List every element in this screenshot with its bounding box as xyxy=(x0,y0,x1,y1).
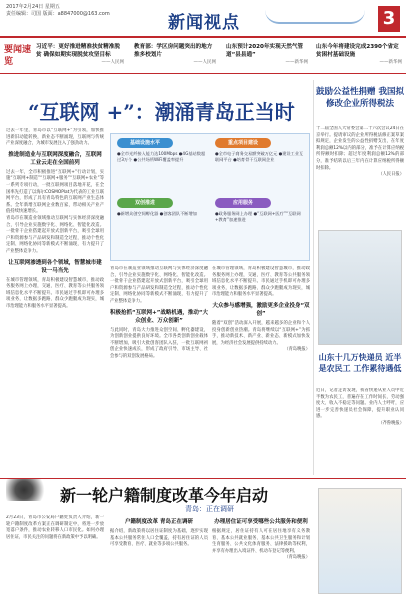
article-lead: 过去一年里，青岛市以“互联网+”为引领，加快推进新旧动能转换，新业态不断涌现，互联网与传统产业深度融合，为城市发展注入了强劲动力。 xyxy=(6,128,104,147)
article-paragraph: 青岛市在制造业领域推动互联网与实体经济深度融合，引导企业实施数字化、网络化、智能化改造。一批骨干企业搭建起开放式创新平台，吸引全球用户和资源参与产品研发和制造全过程，推动个性化定制、网络化协同等新模式不断涌现，有力提升了产业整体竞争力。 xyxy=(110,266,208,304)
brief-item[interactable] xyxy=(316,43,402,67)
ink-brush-decoration xyxy=(6,479,51,501)
sidebar-credit: （齐鲁晚报） xyxy=(378,420,404,426)
article-paragraph: 青岛市在制造业领域推动互联网与实体经济深度融合，引导企业实施数字化、网络化、智能化改造。一批骨干企业搭建起开放式创新平台，吸引全球用户和资源参与产品研发和制造全过程，推动个性化定制、网络化协同等新模式不断涌现，有力提升了产业整体竞争力。 xyxy=(6,215,104,254)
page-header xyxy=(0,0,406,38)
page-number: 3 xyxy=(378,6,400,32)
infographic-text: ●全市光纤接入能力达100Mbps ●4G基站数超过3万个 ●公共场所WiFi覆盖率提升 xyxy=(117,151,206,163)
header-wave-decoration xyxy=(265,10,365,24)
brief-source: ——新华网 xyxy=(285,60,308,65)
section-divider xyxy=(0,478,406,479)
article-paragraph: 随着“双创”活动深入开展，越来越多的企业和个人投身创新创业热潮。青岛将继续以“互联网+”为抓手，推动新技术、新产业、新业态、新模式加快发展，为经济社会发展提供持续动力。 xyxy=(212,320,310,346)
sidebar-column-1 xyxy=(316,126,404,226)
brief-title: 山东今年将建设完成2390个省定贫困村基础设施 xyxy=(316,44,399,58)
sidebar-paragraph: 十二届全国人大常委会第二十六次会议24日在京举行。提请审议的企业所得税法修正案草案拟规定，企业发生的公益性捐赠支出，在年度利润总额12%以内的部分，准予在计算应纳税所得额时扣除；超过年度利润总额12%的部分，准予结转以后三年内在计算应纳税所得额时扣除。 xyxy=(316,126,404,171)
infographic-text: ●政务服务网上办理 ●“互联网+医疗”“互联网+教育”加速推进 xyxy=(215,211,301,223)
article-credit: （青岛晚报） xyxy=(284,555,310,561)
article-paragraph: 与此同时，青岛大力推进众创空间、孵化器建设，为创新创业提供良好环境。全市各类创新创业载体不断增加，吸引大批创客团队入驻，一批互联网初创企业快速成长，形成了政府引导、市场主导、社会参与的双创发展格局。 xyxy=(110,327,208,359)
news-briefs xyxy=(0,40,406,74)
courier-photo xyxy=(318,230,402,345)
header-meta xyxy=(6,4,156,18)
brief-title: 教育部：学区房问题突出的地方推多校划片 xyxy=(134,44,213,58)
article-subhead: 推进制造业与互联网深度融合，互联网工业云走在全国前列 xyxy=(8,151,102,166)
infographic-tag: 基础设施水平 xyxy=(117,138,173,148)
bottom-article-subtitle: 青岛：正在调研 xyxy=(185,505,234,513)
infographic xyxy=(110,133,310,261)
infographic-tag: 重点项目建设 xyxy=(215,138,271,148)
bottom-article-column-3 xyxy=(212,515,310,597)
article-paragraph: 据介绍，新政策将以居住证制度为基础，逐步实现基本公共服务常住人口全覆盖，持有居住证的人员可享受教育、医疗、就业等多项公共服务。 xyxy=(110,529,208,548)
bottom-article-column-2 xyxy=(110,515,208,597)
section-title: 新闻视点 xyxy=(168,13,240,33)
sidebar-headline-1: 鼓励公益性捐赠 我国拟修改企业所得税法 xyxy=(316,87,404,109)
article-paragraph: 2月23日，青岛市公安局户籍处负责人介绍，新一轮户籍制度改革方案正在调研制定中，将进一步放宽落户条件，推动农业转移人口市民化。如何办理居住证，市民关注的问题将在新政策中予以明确。 xyxy=(6,515,104,540)
article-paragraph: 根据规定，居住证持有人可在居住地享有义务教育、基本公共就业服务、基本公共卫生服务和计划生育服务、公共文化体育服务、法律援助等权利，并享有办理出入境证件、机动车登记等便利。 xyxy=(212,529,310,554)
infographic-tag: 应用服务 xyxy=(215,198,271,208)
brief-title: 习近平：更好推进精准扶贫精准脱贫 确保如期实现脱贫攻坚目标 xyxy=(36,44,120,58)
infographic-text: ●全市电子商务交易额突破万亿元 ●建设工业互联网平台 ●培育骨干互联网企业 xyxy=(215,151,304,163)
main-article-column-2 xyxy=(110,266,208,478)
delivery-illustration xyxy=(318,488,402,594)
brief-source: ——人民网 xyxy=(193,60,216,65)
sidebar-credit: （人民日报） xyxy=(378,172,404,178)
brief-source: ——人民网 xyxy=(101,60,124,65)
article-credit: （青岛晚报） xyxy=(284,347,310,353)
article-subhead: 大众参与感增强，激励更多企业投身“双创” xyxy=(212,302,310,317)
bottom-article-column-1 xyxy=(6,515,104,597)
brief-item[interactable] xyxy=(36,43,124,67)
article-paragraph: 过去一年，全市积极推进“互联网+”行动计划，实施“互联网+制造”“互联网+服务”“互联网+农业”等一系列专项行动，一批互联网项目落地开花，在全国率先打造了以海尔COSMOPlat为代表的工业互联网平台，形成了具有青岛特色的互联网产业生态体系。全年新增互联网企业数百家，带动相关产业产值持续快速增长。 xyxy=(6,169,104,215)
article-subhead: 户籍制度改革 青岛正在调研 xyxy=(125,519,193,525)
infographic-tag: 双创推进 xyxy=(117,198,173,208)
sidebar-headline-2: 山东十几万快递员 近半是农民工 工作累待遇低 xyxy=(318,352,402,373)
header-date: 2017年2月24日 星期五 xyxy=(6,4,60,10)
brief-item[interactable] xyxy=(226,43,308,67)
brief-item[interactable] xyxy=(134,43,216,67)
bottom-article-title: 新一轮户籍制度改革今年启动 xyxy=(60,486,269,505)
article-paragraph: 在城市管理领域，青岛积极建设智慧城市，推动政务服务网上办理，交通、医疗、教育等公共服务领域信息化水平不断提升。市民通过手机即可办理多项业务，让数据多跑路、群众少跑腿成为现实，城市治理能力和服务水平显著提高。 xyxy=(212,266,310,298)
article-subhead: 办理居住证可享受哪些公共服务和便利 xyxy=(214,519,308,525)
briefs-label: 要闻速览 xyxy=(4,45,32,67)
brief-source: ——新华网 xyxy=(379,60,402,65)
header-editor: 责任编辑：司国 版面：a8847000@163.com xyxy=(6,11,110,17)
infographic-text: ●新增众创空间孵化器 ●创客团队不断增加 xyxy=(117,211,197,216)
main-article-column-3 xyxy=(212,266,310,478)
main-article-column-1 xyxy=(6,128,104,478)
article-subhead: 让互联网渗透到各个领域，智慧城市建设一马当先 xyxy=(8,259,102,274)
main-article-title: “互联网 +”：潮涌青岛正当时 xyxy=(28,100,295,124)
sidebar-column-2 xyxy=(316,388,404,476)
brief-title: 山东预计2020年实现天然气管道“县县通” xyxy=(226,44,304,58)
sidebar-paragraph: 近日，记者走访发现，我省快递从业人员中近半数为农民工，普遍存在工作时间长、劳动强度大、收入不稳定等问题。业内人士呼吁，应进一步完善快递员社会保障，提升职业认同感。 xyxy=(316,388,404,420)
article-paragraph: 在城市管理领域，青岛积极建设智慧城市，推动政务服务网上办理，交通、医疗、教育等公共服务领域信息化水平不断提升。市民通过手机即可办理多项业务，让数据多跑路、群众少跑腿成为现实，城市治理能力和服务水平显著提高。 xyxy=(6,277,104,309)
article-subhead: 积极抢抓“互联网+”战略机遇，推动“大众创业、万众创新” xyxy=(110,309,208,324)
column-divider xyxy=(313,80,314,475)
